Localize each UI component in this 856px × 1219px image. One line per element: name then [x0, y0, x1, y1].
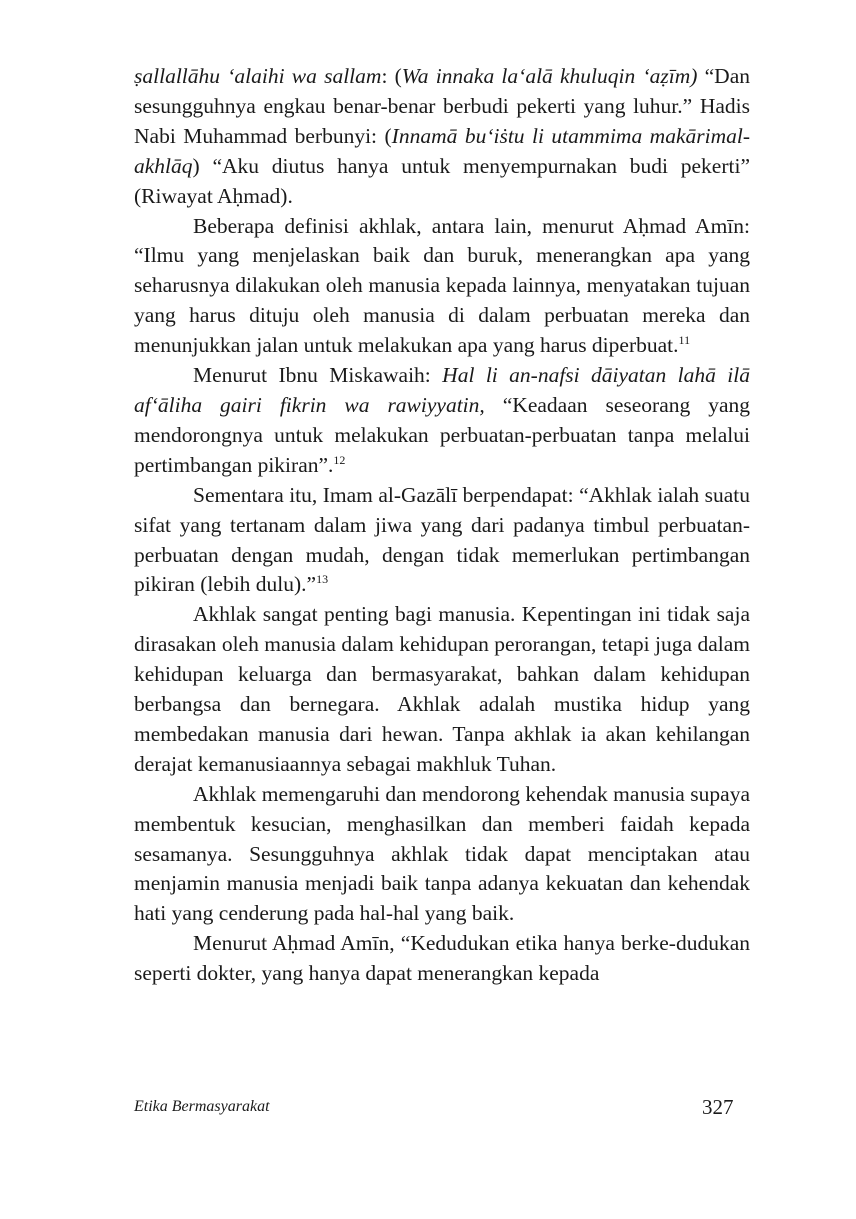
text-span: Menurut Ibnu Miskawaih:: [193, 363, 443, 388]
text-span: Akhlak memengaruhi dan mendorong kehendak manusia supaya membentuk kesucian, menghasilkan dan memberi faidah kepada sesamanya. Sesungguhnya akhlak tidak dapat menciptakan atau menjamin manusia menjadi baik tanpa adanya kekuatan dan kehendak hati yang cenderung pada hal-hal yang baik.: [134, 781, 750, 926]
paragraph: [134, 361, 750, 481]
paragraph: [134, 212, 750, 362]
text-span: “Keadaan seseorang yang mendorongnya untuk melakukan perbuatan-perbuatan tanpa melalui pertimbangan pikiran”.: [134, 392, 750, 477]
italic-text: ṣallallāhu ‘alaihi wa sallam: [134, 64, 382, 88]
footnote-marker: 13: [316, 572, 329, 587]
paragraph: [134, 600, 750, 779]
italic-text: Innamā bu‘iṡtu li utammima makārimal-akhlāq: [134, 123, 750, 178]
paragraph: [134, 62, 750, 212]
italic-text: Hal li an-nafsi dāiyatan lahā ilā af‘āliha gairi fikrin wa rawiyyatin,: [134, 363, 750, 417]
paragraph: [134, 780, 750, 930]
text-span: Sementara itu, Imam al-Gazālī berpendapat: “Akhlak ialah suatu sifat yang tertanam dalam jiwa yang dari padanya timbul perbuatan-perbuatan dengan mudah, dengan tidak memerlukan pertimbangan pikiran (lebih dulu).”: [134, 482, 750, 597]
footnote-marker: 11: [678, 333, 691, 348]
paragraph: [134, 481, 750, 601]
text-span: ) “Aku diutus hanya untuk menyempurnakan budi pekerti” (Riwayat Aḥmad).: [134, 153, 750, 208]
text-span: Menurut Aḥmad Amīn, “Kedudukan etika hanya berke-dudukan seperti dokter, yang hanya dapat menerangkan kepada: [134, 931, 750, 986]
running-title: Etika Bermasyarakat: [134, 1098, 270, 1115]
italic-text: Wa innaka la‘alā khuluqin ‘aẓīm): [401, 64, 698, 88]
page-number: 327: [702, 1095, 734, 1119]
paragraph: [134, 929, 750, 989]
footnote-marker: 12: [333, 452, 346, 467]
text-span: : (: [381, 64, 402, 88]
body-text: [134, 62, 750, 989]
text-span: Akhlak sangat penting bagi manusia. Kepentingan ini tidak saja dirasakan oleh manusia dalam kehidupan perorangan, tetapi juga dalam kehidupan keluarga dan bermasyarakat, bahkan dalam kehidupan berbangsa dan bernegara. Akhlak adalah mustika hidup yang membedakan manusia dari hewan. Tanpa akhlak ia akan kehilangan derajat kemanusiaannya sebagai makhluk Tuhan.: [134, 602, 750, 776]
text-span: Beberapa definisi akhlak, antara lain, menurut Aḥmad Amīn: “Ilmu yang menjelaskan baik dan buruk, menerangkan apa yang seharusnya dilakukan oleh manusia kepada lainnya, menyatakan tujuan yang harus dituju oleh manusia di dalam perbuatan mereka dan menunjukkan jalan untuk melakukan apa yang harus diperbuat.: [134, 213, 750, 358]
text-span: “Dan sesungguhnya engkau benar-benar berbudi pekerti yang luhur.” Hadis Nabi Muhammad berbunyi: (: [134, 64, 750, 148]
